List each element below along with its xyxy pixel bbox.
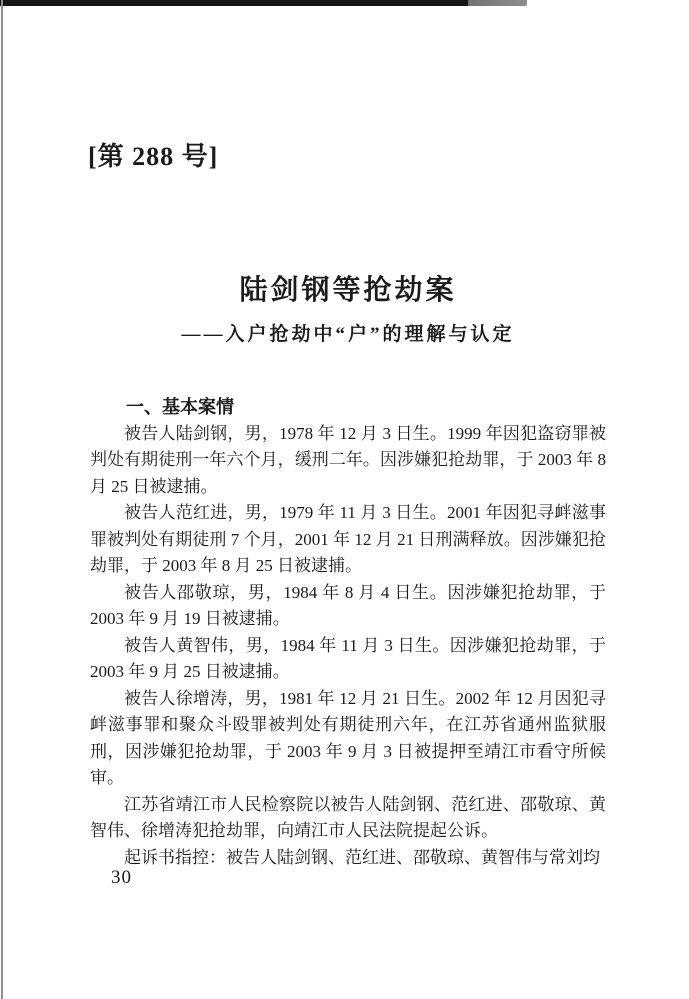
paragraph: 江苏省靖江市人民检察院以被告人陆剑钢、范红进、邵敬琼、黄智伟、徐增涛犯抢劫罪，向靖江市人民法院提起公诉。 (90, 794, 606, 840)
page-number: 30 (111, 867, 132, 888)
article-subtitle: ——入户抢劫中“户”的理解与认定 (181, 324, 515, 345)
scan-artifact-left-line (1, 0, 3, 999)
paragraph: 被告人徐增涛，男，1981 年 12 月 21 日生。2002 年 12 月因犯寻衅滋事罪和聚众斗殴罪被判处有期徒刑六年，在江苏省通州监狱服刑，因涉嫌犯抢劫罪，于 2003 年 9 月 3 日被提押至靖江市看守所候审。 (90, 688, 606, 787)
paragraph: 被告人陆剑钢，男，1978 年 12 月 3 日生。1999 年因犯盗窃罪被判处有期徒刑一年六个月，缓刑二年。因涉嫌犯抢劫罪，于 2003 年 8 月 25 日被逮捕。 (90, 423, 606, 496)
section-heading: 一、基本案情 (126, 397, 234, 417)
paragraph: 被告人黄智伟，男，1984 年 11 月 3 日生。因涉嫌犯抢劫罪，于 2003 年 9 月 25 日被逮捕。 (90, 635, 606, 681)
case-number: [第 288 号] (88, 142, 219, 171)
paragraph: 被告人邵敬琼，男，1984 年 8 月 4 日生。因涉嫌犯抢劫罪，于 2003 年 9 月 19 日被逮捕。 (90, 582, 606, 628)
paragraph: 起诉书指控：被告人陆剑钢、范红进、邵敬琼、黄智伟与常刘均 (124, 847, 600, 867)
title-block (90, 268, 606, 346)
paragraph: 被告人范红进，男，1979 年 11 月 3 日生。2001 年因犯寻衅滋事罪被判处有期徒刑 7 个月，2001 年 12 月 21 日刑满释放。因涉嫌犯抢劫罪，于 2003 年 8 月 25 日被逮捕。 (90, 503, 606, 575)
scan-artifact-top-bar (0, 0, 527, 6)
article-title: 陆剑钢等抢劫案 (239, 275, 457, 306)
article-body (90, 394, 606, 871)
